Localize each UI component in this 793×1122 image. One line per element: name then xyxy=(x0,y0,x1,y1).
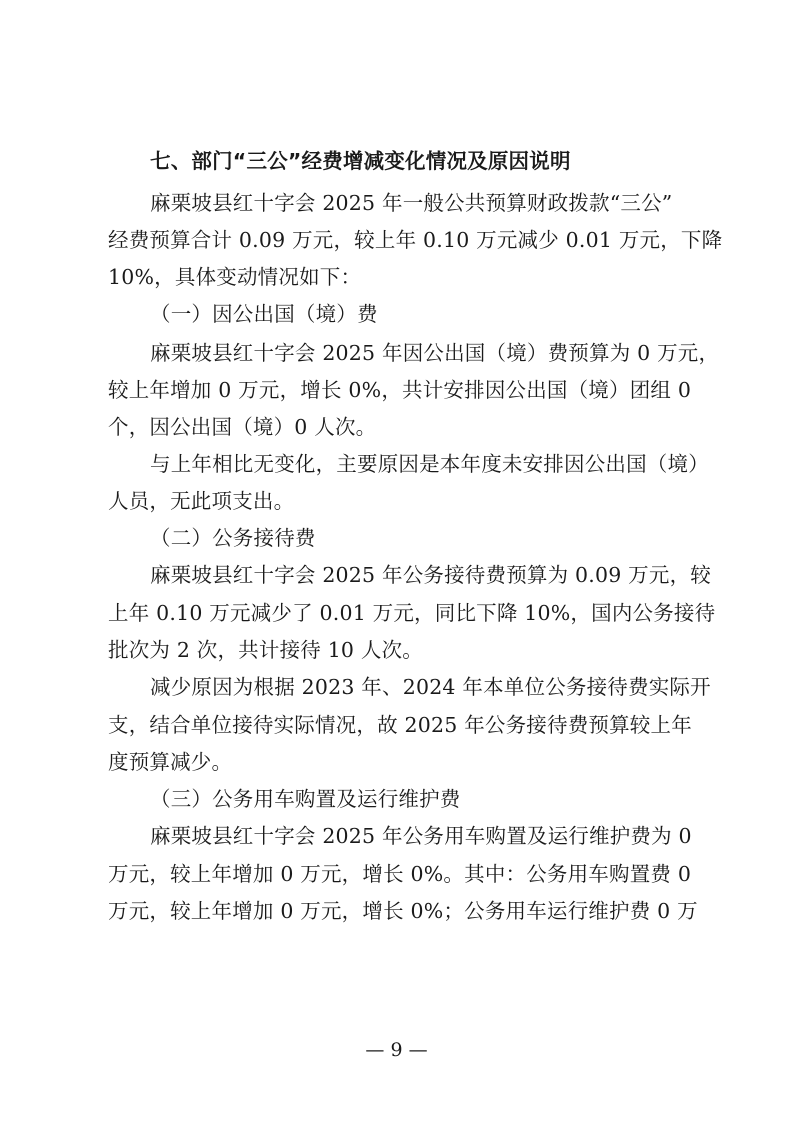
paragraph-line: 度预算减少。 xyxy=(108,750,233,774)
paragraph-line: 个，因公出国（境）0 人次。 xyxy=(108,415,377,439)
paragraph-line: 较上年增加 0 万元，增长 0%，共计安排因公出国（境）团组 0 xyxy=(108,378,692,402)
paragraph-line: 支，结合单位接待实际情况，故 2025 年公务接待费预算较上年 xyxy=(108,713,692,737)
paragraph-line: 批次为 2 次，共计接待 10 人次。 xyxy=(108,638,423,662)
paragraph-line: 与上年相比无变化，主要原因是本年度未安排因公出国（境） xyxy=(150,452,709,476)
paragraph-line: 人员，无此项支出。 xyxy=(108,489,295,513)
paragraph-line: 经费预算合计 0.09 万元，较上年 0.10 万元减少 0.01 万元，下降 xyxy=(108,228,723,252)
paragraph-line: 麻栗坡县红十字会 2025 年公务接待费预算为 0.09 万元，较 xyxy=(150,563,711,587)
subsection-heading: （二）公务接待费 xyxy=(150,526,316,550)
paragraph-line: 减少原因为根据 2023 年、2024 年本单位公务接待费实际开 xyxy=(150,675,711,699)
subsection-heading: （三）公务用车购置及运行维护费 xyxy=(150,787,461,811)
section-heading: 七、部门“三公”经费增减变化情况及原因说明 xyxy=(150,149,571,173)
paragraph-line: 10%，具体变动情况如下： xyxy=(108,265,362,289)
page-number: — 9 — xyxy=(365,1039,428,1061)
paragraph-line: 麻栗坡县红十字会 2025 年公务用车购置及运行维护费为 0 xyxy=(150,824,692,848)
paragraph-line: 麻栗坡县红十字会 2025 年因公出国（境）费预算为 0 万元， xyxy=(150,341,720,365)
paragraph-line: 上年 0.10 万元减少了 0.01 万元，同比下降 10%，国内公务接待 xyxy=(108,601,716,625)
paragraph-line: 万元，较上年增加 0 万元，增长 0%。其中：公务用车购置费 0 xyxy=(108,862,692,886)
paragraph-line: 麻栗坡县红十字会 2025 年一般公共预算财政拨款“三公” xyxy=(150,191,673,215)
paragraph-line: 万元，较上年增加 0 万元，增长 0%；公务用车运行维护费 0 万 xyxy=(108,899,698,923)
subsection-heading: （一）因公出国（境）费 xyxy=(150,302,378,326)
